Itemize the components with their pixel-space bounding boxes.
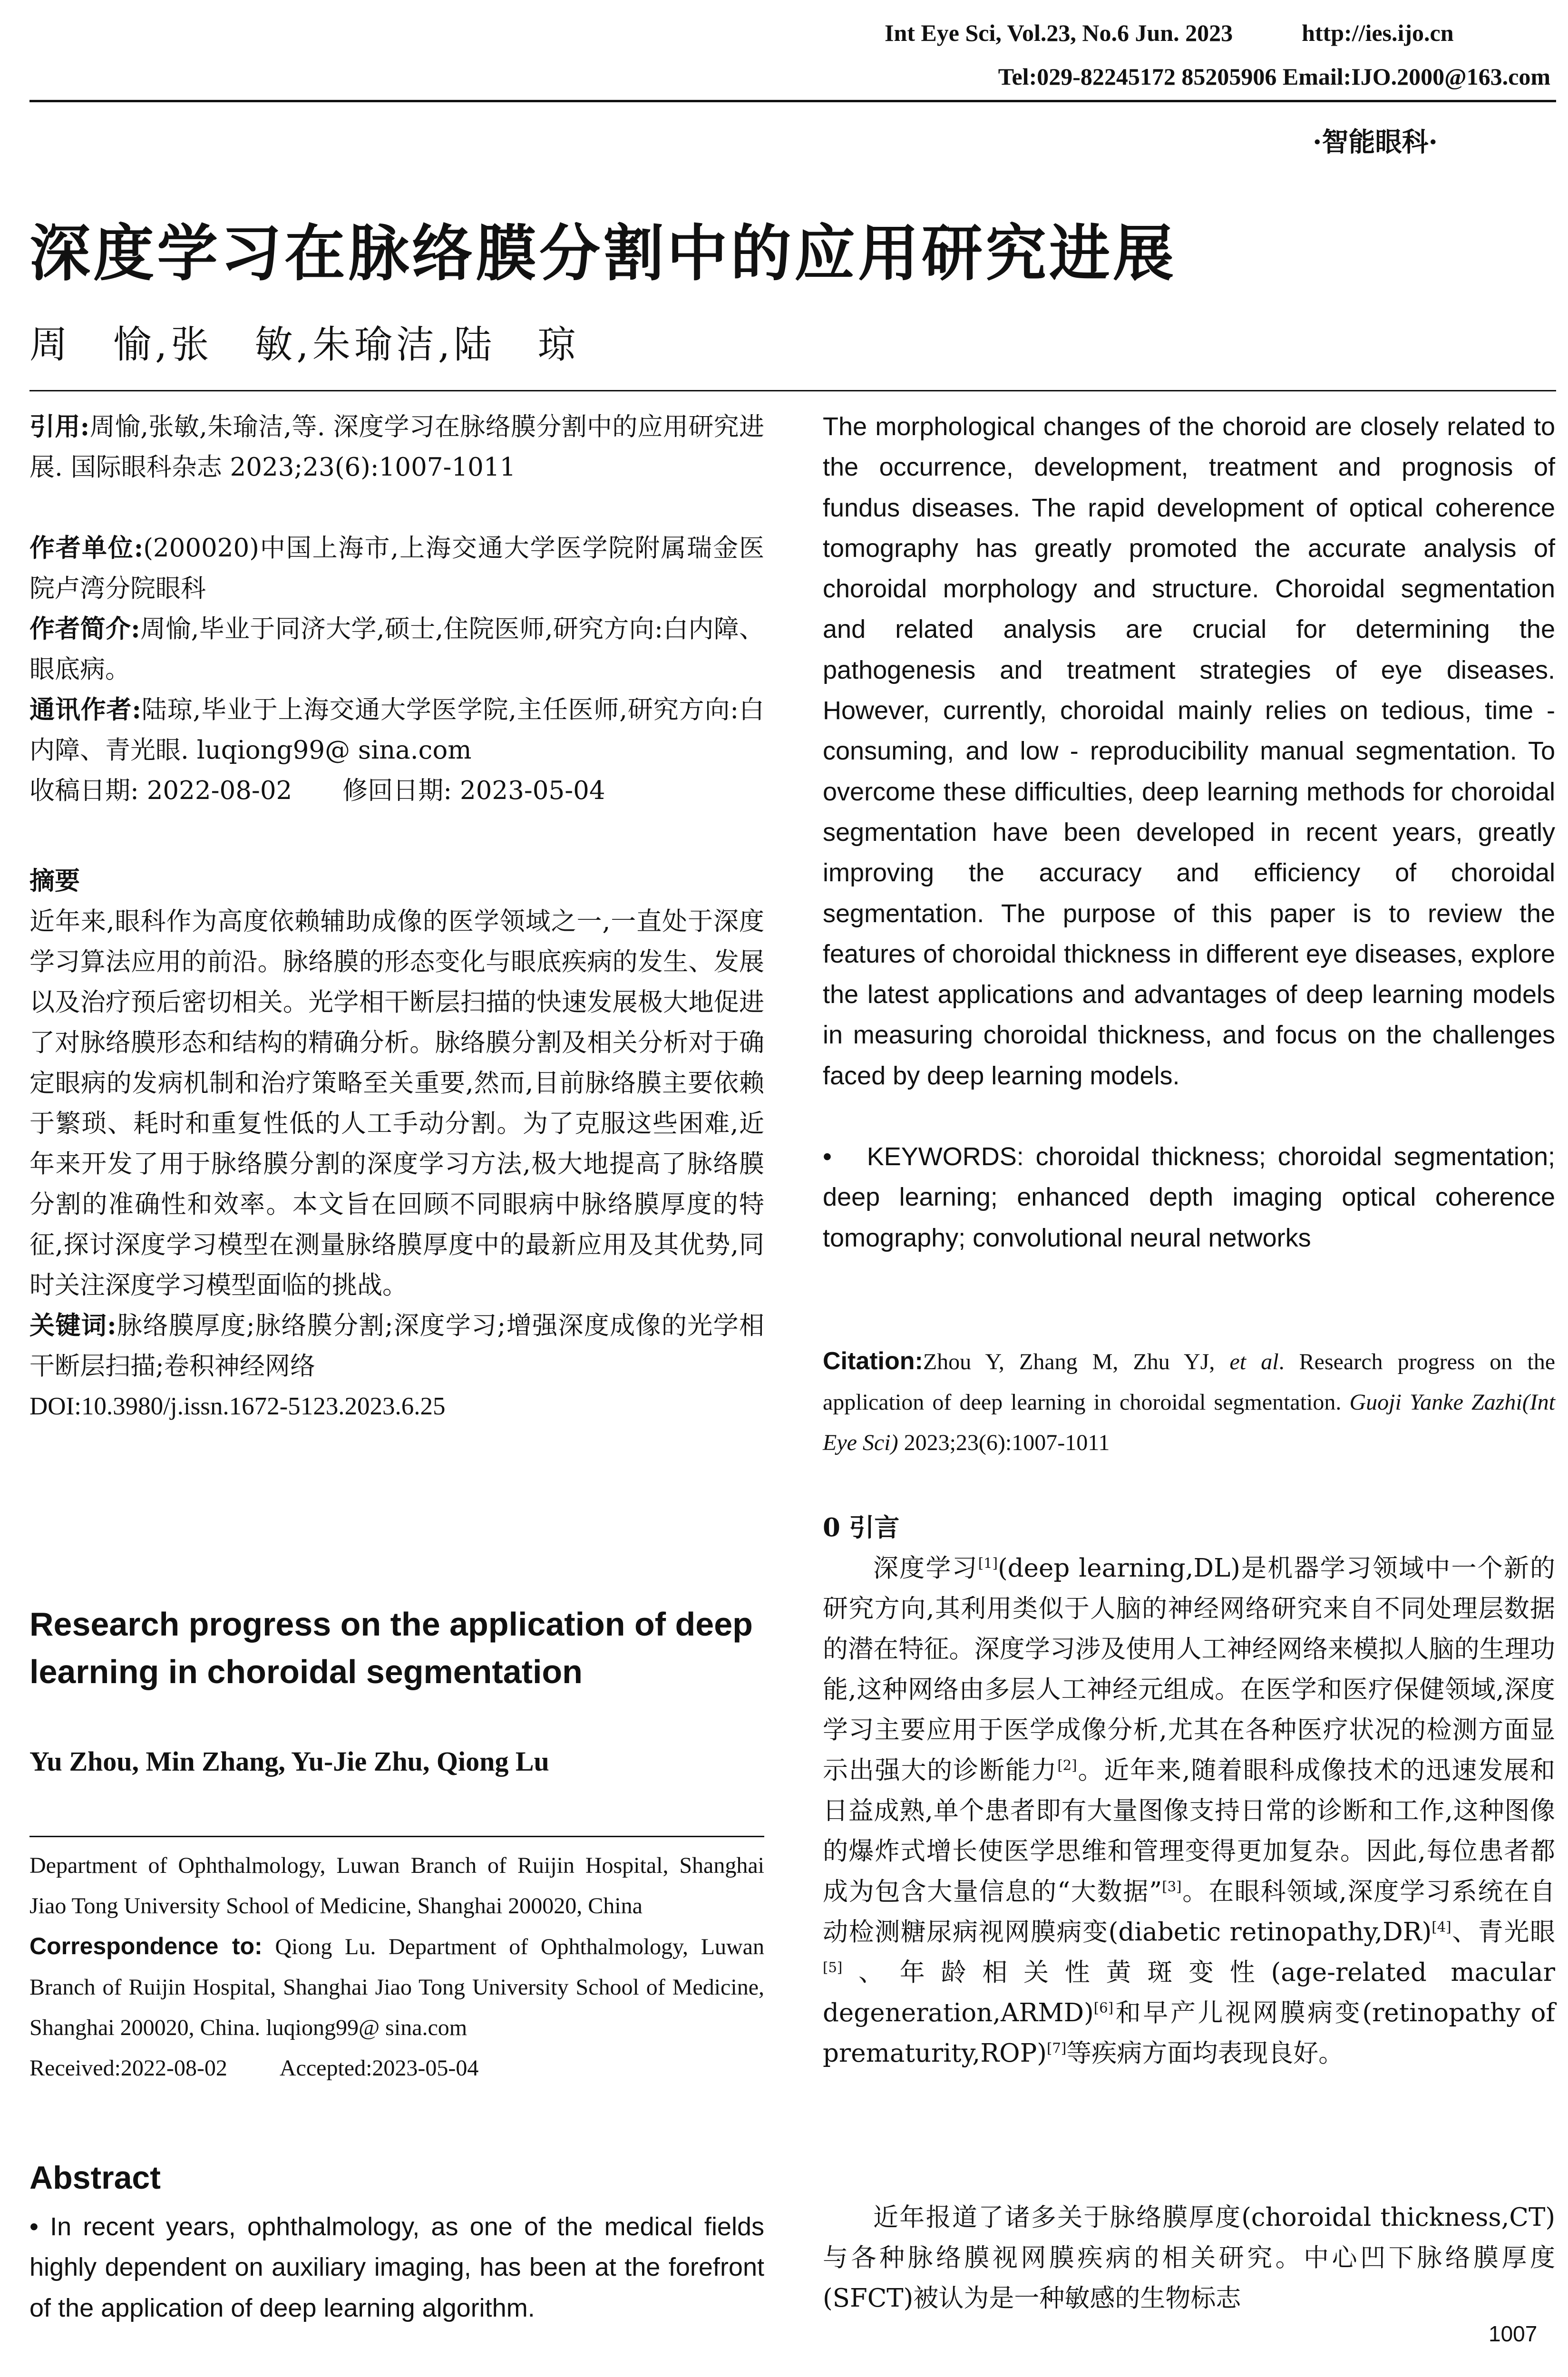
intro-paragraph-2: 近年报道了诸多关于脉络膜厚度(choroidal thickness,CT)与各种脉络膜视网膜疾病的相关研究。中心凹下脉络膜厚度(SFCT)被认为是一种敏感的生物标志 <box>823 2203 1555 2313</box>
corr-text: 陆琼,毕业于上海交通大学医学院,主任医师,研究方向:白内障、青光眼. luqiong99@ sina.com <box>29 695 764 765</box>
ref-7[interactable]: [7] <box>1046 2040 1067 2056</box>
ref-6[interactable]: [6] <box>1093 1999 1114 2016</box>
keywords-cn <box>29 1305 764 1386</box>
p1-text-f: 、年龄相关性黄斑变性(age-related macular degeneration,ARMD) <box>823 1958 1555 2027</box>
section-tag: ·智能眼科· <box>1313 127 1438 158</box>
authors-rule <box>29 1836 764 1837</box>
correspondence-label: Correspondence to: <box>29 1933 263 1959</box>
page-number: 1007 <box>1489 2321 1538 2346</box>
ref-5[interactable]: [5] <box>823 1959 843 1976</box>
received-revised-dates: 收稿日期: 2022-08-02 修回日期: 2023-05-04 <box>29 776 605 805</box>
header-rule <box>29 100 1556 102</box>
corresponding-author <box>29 690 764 770</box>
p1-text-b: (deep learning,DL)是机器学习领域中一个新的研究方向,其利用类似于人脑的神经网络研究来自不同处理层数据的潜在特征。深度学习涉及使用人工神经网络来模拟人脑的生理功能,这种网络由多层人工神经元组成。在医学和医疗保健领域,深度学习主要应用于医学成像分析,尤其在各种医疗状况的检测方面显示出强大的诊断能力 <box>823 1554 1556 1785</box>
affiliation-en-block <box>29 1845 764 2088</box>
p1-text-d: 。在眼科领域,深度学习系统在自动检测糖尿病视网膜病变(diabetic retinopathy,DR) <box>823 1877 1555 1947</box>
p1-text-g: 和早产儿视网膜病变(retinopathy of prematurity,ROP) <box>823 1998 1555 2068</box>
p1-text-h: 等疾病方面均表现良好。 <box>1066 2039 1344 2068</box>
bio-text: 周愉,毕业于同济大学,硕士,住院医师,研究方向:白内障、眼底病。 <box>29 614 764 684</box>
ref-3[interactable]: [3] <box>1162 1878 1182 1895</box>
journal-url[interactable]: http://ies.ijo.cn <box>1302 19 1454 46</box>
received-accepted-en <box>29 2048 764 2088</box>
correspondence-text: Qiong Lu. Department of Ophthalmology, Luwan Branch of Ruijin Hospital, Shanghai Jiao Tong University School of Medicine, Shanghai 200020, China. luqiong99@ sina.com <box>29 1934 764 2040</box>
abstract-en-start: • In recent years, ophthalmology, as one of the medical fields highly dependent on auxiliary imaging, has been at the forefront of the application of deep learning algorithm. <box>29 2212 764 2322</box>
bio-label: 作者简介: <box>29 614 140 643</box>
journal-header <box>885 19 1550 47</box>
affiliation <box>29 528 764 609</box>
p1-text-a: 深度学习 <box>873 1554 978 1583</box>
citation-et-al: et al <box>1229 1349 1279 1374</box>
intro-heading: 0 引言 <box>823 1513 900 1542</box>
article-title-cn: 深度学习在脉络膜分割中的应用研究进展 <box>29 218 1177 289</box>
title-rule <box>29 390 1556 391</box>
article-title-en: Research progress on the application of deep learning in choroidal segmentation <box>29 1606 753 1690</box>
abstract-heading-en: Abstract <box>29 2160 161 2196</box>
ref-4[interactable]: [4] <box>1432 1919 1451 1935</box>
citation-journal: Guoji Yanke Zazhi(Int Eye Sci) <box>823 1390 1556 1455</box>
citation-en-label: Citation: <box>823 1347 923 1375</box>
abstract-cn: 近年来,眼科作为高度依赖辅助成像的医学领域之一,一直处于深度学习算法应用的前沿。脉络膜的形态变化与眼底疾病的发生、发展以及治疗预后密切相关。光学相干断层扫描的快速发展极大地促进了对脉络膜形态和结构的精确分析。脉络膜分割及相关分析对于确定眼病的发病机制和治疗策略至关重要,然而,目前脉络膜主要依赖于繁琐、耗时和重复性低的人工手动分割。为了克服这些困难,近年来开发了用于脉络膜分割的深度学习方法,极大地提高了脉络膜分割的准确性和效率。本文旨在回顾不同眼病中脉络膜厚度的特征,探讨深度学习模型在测量脉络膜厚度中的最新应用及其优势,同时关注深度学习模型面临的挑战。 <box>29 907 764 1300</box>
abstract-en-continued: The morphological changes of the choroid are closely related to the occurrence, development, treatment and prognosis of fundus diseases. The rapid development of optical coherence tomography has greatly promoted the accurate analysis of choroidal morphology and structure. Choroidal segmentation and related analysis are crucial for determining the pathogenesis and treatment strategies of eye diseases. However, currently, choroidal mainly relies on tedious, time - consuming, and low - reproducibility manual segmentation. To overcome these difficulties, deep learning methods for choroidal segmentation have been developed in recent years, greatly improving the accuracy and efficiency of choroidal segmentation. The purpose of this paper is to review the features of choroidal thickness in different eye diseases, explore the latest applications and advantages of deep learning models in measuring choroidal thickness, and focus on the challenges faced by deep learning models. <box>823 412 1555 1090</box>
citation-label: 引用: <box>29 412 90 441</box>
affiliation-label: 作者单位: <box>29 533 144 563</box>
journal-citation: Int Eye Sci, Vol.23, No.6 Jun. 2023 <box>885 19 1233 46</box>
citation-en-title: . Research progress on the application of deep learning in choroidal segmentation. <box>823 1349 1556 1415</box>
received-en: Received:2022-08-02 <box>29 2056 227 2081</box>
authors-cn: 周 愉,张 敏,朱瑜洁,陆 琼 <box>29 322 580 367</box>
intro-paragraph-1 <box>823 1548 1555 2074</box>
abstract-heading-cn: 摘要 <box>29 866 80 896</box>
author-info-block <box>29 528 764 811</box>
p1-text-c: 。近年来,随着眼科成像技术的迅速发展和日益成熟,单个患者即有大量图像支持日常的诊断和工作,这种图像的爆炸式增长使医学思维和管理变得更加复杂。因此,每位患者都成为包含大量信息的“大数据” <box>823 1756 1555 1906</box>
keywords-en: • KEYWORDS: choroidal thickness; choroidal segmentation; deep learning; enhanced depth imaging optical coherence tomography; convolutional neural networks <box>823 1142 1555 1252</box>
author-bio <box>29 609 764 690</box>
affiliation-text: (200020)中国上海市,上海交通大学医学院附属瑞金医院卢湾分院眼科 <box>29 534 764 603</box>
journal-contact: Tel:029-82245172 85205906 Email:IJO.2000@163.com <box>998 63 1550 90</box>
authors-en: Yu Zhou, Min Zhang, Yu-Jie Zhu, Qiong Lu <box>29 1746 549 1777</box>
citation-en-authors: Zhou Y, Zhang M, Zhu YJ, <box>923 1349 1215 1374</box>
citation-cn <box>29 407 764 487</box>
correspondence-en <box>29 1926 764 2048</box>
citation-volume: 2023;23(6):1007-1011 <box>904 1430 1110 1455</box>
corr-label: 通讯作者: <box>29 695 141 724</box>
keywords-text: 脉络膜厚度;脉络膜分割;深度学习;增强深度成像的光学相干断层扫描;卷积神经网络 <box>29 1311 764 1381</box>
p1-text-e: 、青光眼 <box>1451 1918 1555 1947</box>
ref-2[interactable]: [2] <box>1057 1757 1077 1773</box>
department-en: Department of Ophthalmology, Luwan Branch of Ruijin Hospital, Shanghai Jiao Tong University School of Medicine, Shanghai 200020, China <box>29 1853 764 1919</box>
citation-text: 周愉,张敏,朱瑜洁,等. 深度学习在脉络膜分割中的应用研究进展. 国际眼科杂志 2023;23(6):1007-1011 <box>29 412 764 482</box>
citation-en <box>823 1341 1555 1463</box>
accepted-en: Accepted:2023-05-04 <box>279 2056 479 2081</box>
keywords-label: 关键词: <box>29 1311 117 1340</box>
abstract-cn-block <box>29 861 764 1427</box>
doi[interactable]: DOI:10.3980/j.issn.1672-5123.2023.6.25 <box>29 1393 446 1420</box>
ref-1[interactable]: [1] <box>978 1555 998 1571</box>
